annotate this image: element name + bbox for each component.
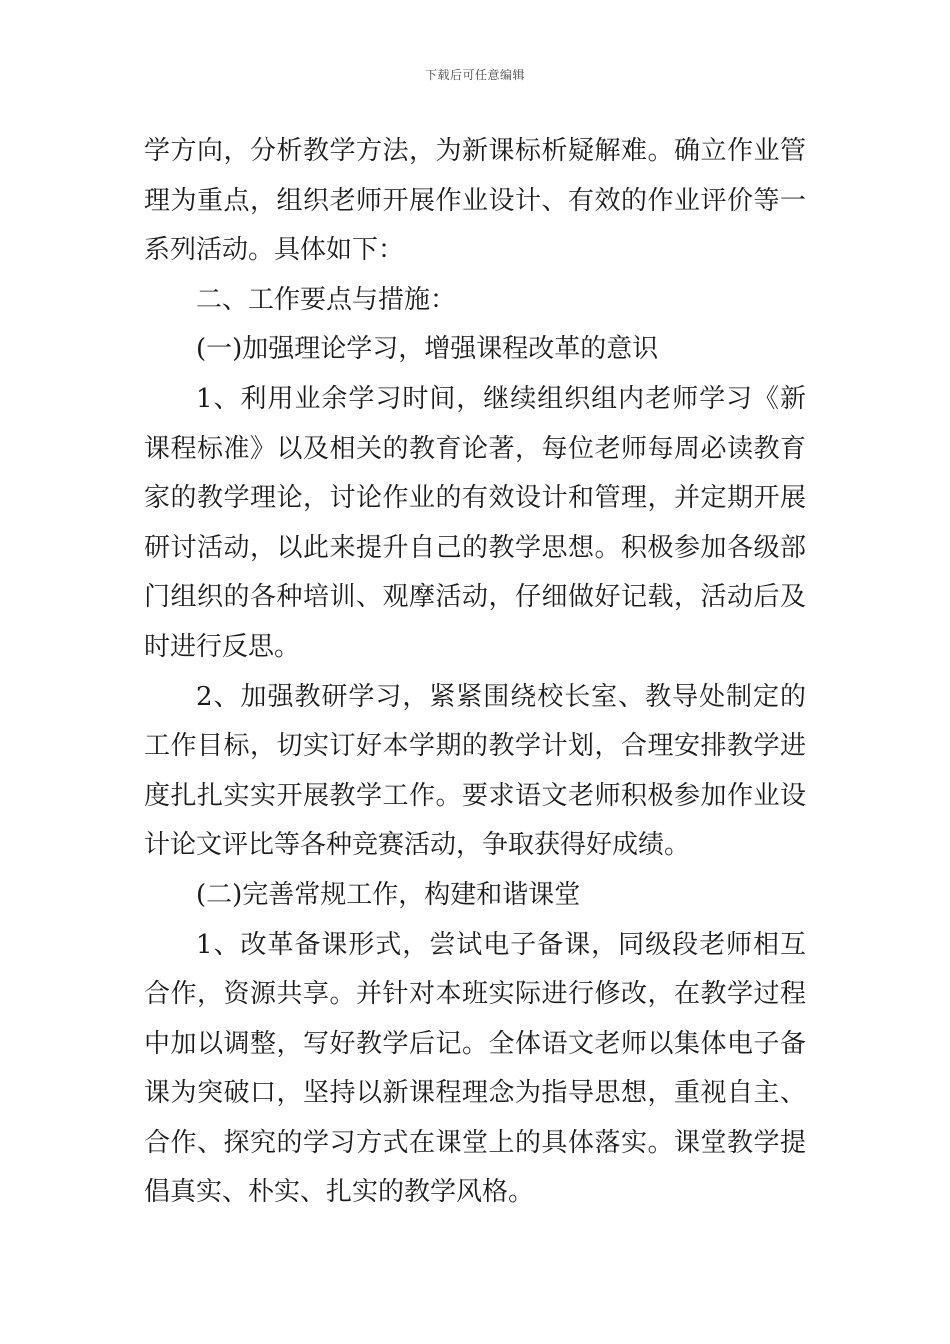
document-body [144,127,806,1218]
section-heading-2: 二、工作要点与措施： [196,284,457,315]
subsection-heading-1: (一)加强理论学习，增强课程改革的意识 [196,334,659,365]
page-header-note: 下载后可任意编辑 [424,68,525,82]
paragraph-continuation: 学方向，分析教学方法，为新课标析疑解难。确立作业管理为重点，组织老师开展作业设计、有效的作业评价等一系列活动。具体如下： [144,136,806,266]
paragraph-item-1-1: 1、利用业余学习时间，继续组织组内老师学习《新课程标准》以及相关的教育论著，每位老师每周必读教育家的教学理论，讨论作业的有效设计和管理，并定期开展研讨活动，以此来提升自己的教学思想。积极参加各级部门组织的各种培训、观摩活动，仔细做好记载，活动后及时进行反思。 [144,383,806,662]
paragraph-item-2-1: 1、改革备课形式，尝试电子备课，同级段老师相互合作，资源共享。并针对本班实际进行修改，在教学过程中加以调整，写好教学后记。全体语文老师以集体电子备课为突破口，坚持以新课程理念为指导思想，重视自主、合作、探究的学习方式在课堂上的具体落实。课堂教学提倡真实、朴实、扎实的教学风格。 [144,929,806,1208]
subsection-heading-2: (二)完善常规工作，构建和谐课堂 [196,879,581,910]
paragraph-item-1-2: 2、加强教研学习，紧紧围绕校长室、教导处制定的工作目标，切实订好本学期的教学计划，合理安排教学进度扎扎实实开展教学工作。要求语文老师积极参加作业设计论文评比等各种竞赛活动，争取获得好成绩。 [144,681,806,861]
